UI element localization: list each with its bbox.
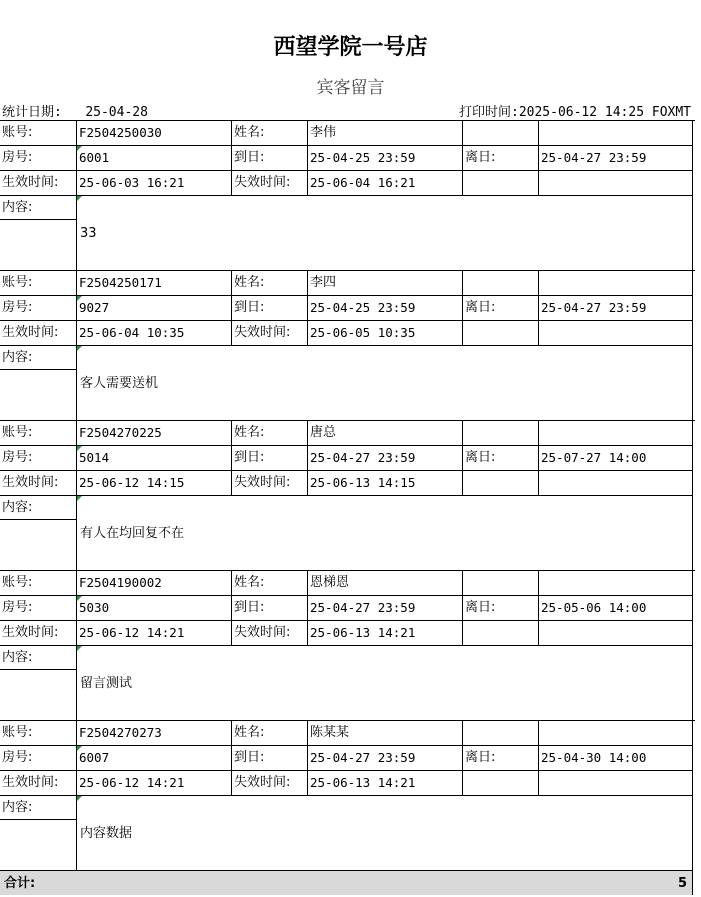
empty-cell — [462, 120, 538, 145]
empty-cell — [462, 770, 538, 795]
message-record — [0, 270, 693, 420]
name-value: 李伟 — [307, 120, 462, 145]
room-label: 房号: — [0, 595, 76, 620]
content-label: 内容: — [0, 795, 76, 820]
arrive-value: 25-04-25 23:59 — [307, 145, 462, 170]
account-value: F2504270273 — [76, 720, 231, 745]
effective-value: 25-06-12 14:21 — [76, 620, 231, 645]
comment-marker — [77, 646, 82, 651]
report-title: 西望学院一号店 — [273, 34, 428, 60]
empty-cell — [462, 720, 538, 745]
expire-label: 失效时间: — [231, 770, 307, 795]
room-value: 6007 — [76, 745, 231, 770]
depart-value: 25-05-06 14:00 — [538, 595, 693, 620]
account-label: 账号: — [0, 570, 76, 595]
comment-marker — [77, 446, 82, 451]
empty-cell — [462, 470, 538, 495]
total-row — [0, 870, 693, 895]
empty-cell — [538, 270, 693, 295]
arrive-label: 到日: — [231, 745, 307, 770]
stat-date-value: 25-04-28 — [85, 105, 148, 120]
expire-value: 25-06-05 10:35 — [307, 320, 462, 345]
empty-cell — [538, 770, 693, 795]
arrive-label: 到日: — [231, 595, 307, 620]
message-record — [0, 120, 693, 270]
empty-cell — [462, 170, 538, 195]
expire-value: 25-06-13 14:21 — [307, 770, 462, 795]
name-label: 姓名: — [231, 570, 307, 595]
expire-label: 失效时间: — [231, 470, 307, 495]
comment-marker — [77, 596, 82, 601]
message-record — [0, 720, 693, 870]
empty-cell — [693, 720, 695, 745]
empty-cell — [538, 620, 693, 645]
room-value: 9027 — [76, 295, 231, 320]
depart-value: 25-07-27 14:00 — [538, 445, 693, 470]
comment-marker — [77, 496, 82, 501]
account-value: F2504250030 — [76, 120, 231, 145]
comment-marker — [77, 146, 82, 151]
depart-label: 离日: — [462, 745, 538, 770]
print-time-label: 打印时间: — [458, 105, 519, 120]
right-border — [692, 120, 693, 195]
empty-cell — [693, 270, 695, 295]
empty-cell — [693, 120, 695, 145]
empty-cell — [538, 720, 693, 745]
comment-marker — [77, 196, 82, 201]
arrive-value: 25-04-25 23:59 — [307, 295, 462, 320]
name-label: 姓名: — [231, 720, 307, 745]
total-label: 合计: — [4, 876, 36, 891]
name-label: 姓名: — [231, 420, 307, 445]
content-label: 内容: — [0, 195, 76, 220]
right-border — [692, 270, 693, 345]
effective-label: 生效时间: — [0, 320, 76, 345]
effective-label: 生效时间: — [0, 620, 76, 645]
account-value: F2504270225 — [76, 420, 231, 445]
effective-label: 生效时间: — [0, 170, 76, 195]
print-time — [459, 101, 691, 120]
message-record — [0, 420, 693, 570]
depart-label: 离日: — [462, 595, 538, 620]
expire-value: 25-06-13 14:15 — [307, 470, 462, 495]
empty-cell — [462, 270, 538, 295]
effective-label: 生效时间: — [0, 770, 76, 795]
account-value: F2504190002 — [76, 570, 231, 595]
print-time-value: 2025-06-12 14:25 FOXMT — [518, 105, 691, 120]
name-value: 陈某某 — [307, 720, 462, 745]
content-value: 内容数据 — [76, 795, 693, 870]
arrive-value: 25-04-27 23:59 — [307, 445, 462, 470]
right-border — [692, 570, 693, 645]
total-value: 5 — [677, 876, 687, 891]
right-border — [692, 720, 693, 795]
empty-cell — [538, 470, 693, 495]
empty-cell — [538, 170, 693, 195]
effective-value: 25-06-03 16:21 — [76, 170, 231, 195]
name-value: 唐总 — [307, 420, 462, 445]
effective-value: 25-06-12 14:21 — [76, 770, 231, 795]
empty-cell — [462, 420, 538, 445]
empty-cell — [538, 320, 693, 345]
name-value: 恩梯恩 — [307, 570, 462, 595]
expire-label: 失效时间: — [231, 620, 307, 645]
content-value: 留言测试 — [76, 645, 693, 720]
arrive-label: 到日: — [231, 295, 307, 320]
empty-cell — [693, 570, 695, 595]
comment-marker — [77, 346, 82, 351]
account-label: 账号: — [0, 270, 76, 295]
name-value: 李四 — [307, 270, 462, 295]
depart-value: 25-04-30 14:00 — [538, 745, 693, 770]
comment-marker — [77, 796, 82, 801]
message-record — [0, 570, 693, 720]
depart-label: 离日: — [462, 295, 538, 320]
room-value: 6001 — [76, 145, 231, 170]
account-value: F2504250171 — [76, 270, 231, 295]
name-label: 姓名: — [231, 120, 307, 145]
empty-cell — [462, 320, 538, 345]
empty-cell — [538, 570, 693, 595]
arrive-value: 25-04-27 23:59 — [307, 745, 462, 770]
room-value: 5014 — [76, 445, 231, 470]
effective-value: 25-06-04 10:35 — [76, 320, 231, 345]
arrive-label: 到日: — [231, 445, 307, 470]
empty-cell — [462, 570, 538, 595]
content-value: 客人需要送机 — [76, 345, 693, 420]
room-label: 房号: — [0, 145, 76, 170]
name-label: 姓名: — [231, 270, 307, 295]
content-value: 有人在均回复不在 — [76, 495, 693, 570]
account-label: 账号: — [0, 120, 76, 145]
depart-label: 离日: — [462, 145, 538, 170]
empty-cell — [538, 420, 693, 445]
room-value: 5030 — [76, 595, 231, 620]
empty-cell — [462, 620, 538, 645]
stat-date — [2, 101, 148, 120]
content-value: 33 — [76, 195, 693, 270]
content-label: 内容: — [0, 345, 76, 370]
room-label: 房号: — [0, 745, 76, 770]
comment-marker — [77, 746, 82, 751]
content-label: 内容: — [0, 495, 76, 520]
effective-value: 25-06-12 14:15 — [76, 470, 231, 495]
expire-value: 25-06-13 14:21 — [307, 620, 462, 645]
account-label: 账号: — [0, 720, 76, 745]
expire-label: 失效时间: — [231, 320, 307, 345]
expire-value: 25-06-04 16:21 — [307, 170, 462, 195]
account-label: 账号: — [0, 420, 76, 445]
empty-cell — [538, 120, 693, 145]
content-label: 内容: — [0, 645, 76, 670]
empty-cell — [693, 420, 695, 445]
message-grid — [0, 120, 693, 870]
comment-marker — [77, 296, 82, 301]
room-label: 房号: — [0, 445, 76, 470]
effective-label: 生效时间: — [0, 470, 76, 495]
depart-value: 25-04-27 23:59 — [538, 295, 693, 320]
room-label: 房号: — [0, 295, 76, 320]
arrive-label: 到日: — [231, 145, 307, 170]
stat-date-label: 统计日期: — [2, 105, 62, 120]
depart-label: 离日: — [462, 445, 538, 470]
report-subtitle: 宾客留言 — [316, 78, 385, 98]
arrive-value: 25-04-27 23:59 — [307, 595, 462, 620]
depart-value: 25-04-27 23:59 — [538, 145, 693, 170]
expire-label: 失效时间: — [231, 170, 307, 195]
right-border — [692, 420, 693, 495]
